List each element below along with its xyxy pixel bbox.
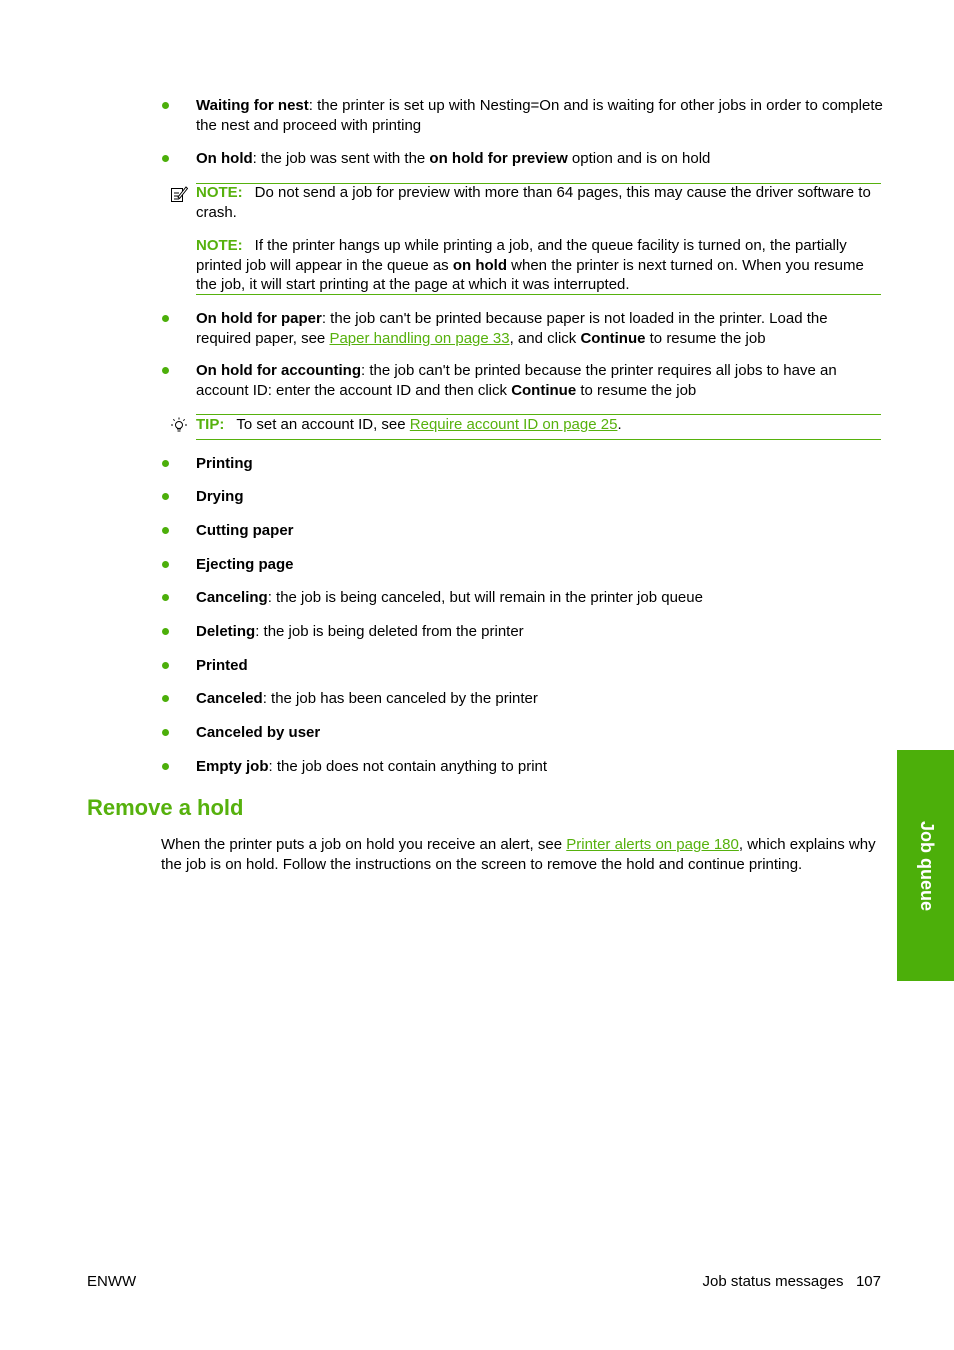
- bullet-icon: [162, 594, 169, 601]
- list-item: Printing: [196, 455, 253, 472]
- note-paragraph: NOTE: Do not send a job for preview with more than 64 pages, this may cause the driver software to crash.: [196, 184, 871, 221]
- list-item: Canceled: the job has been canceled by the printer: [196, 690, 538, 707]
- list-item: Deleting: the job is being deleted from the printer: [196, 623, 524, 640]
- require-account-id-link[interactable]: Require account ID on page 25: [409, 416, 618, 433]
- list-item: Cutting paper: [196, 522, 294, 539]
- bullet-icon: [162, 315, 169, 322]
- footer-left: ENWW: [87, 1273, 137, 1290]
- list-item: Drying: [196, 488, 244, 505]
- bullet-icon: [162, 729, 169, 736]
- list-item: On hold for paper: the job can't be printed because paper is not loaded in the printer. Load the required paper, see Paper handling on page 33, and click Continue to resume the job: [196, 310, 828, 347]
- section-heading: Remove a hold: [87, 795, 244, 820]
- list-item: Empty job: the job does not contain anything to print: [196, 758, 548, 775]
- bullet-icon: [162, 102, 169, 109]
- printer-alerts-link[interactable]: Printer alerts on page 180: [566, 836, 739, 853]
- bullet-icon: [162, 155, 169, 162]
- tip-bottom-rule: [196, 439, 881, 440]
- list-item: On hold for accounting: the job can't be printed because the printer requires all jobs to have an account ID: enter the account ID and then click Continue to resume the job: [196, 362, 837, 399]
- page-number: 107: [855, 1273, 881, 1290]
- bullet-icon: [162, 763, 169, 770]
- bullet-icon: [162, 493, 169, 500]
- bullet-icon: [162, 527, 169, 534]
- note-label: NOTE:: [196, 184, 243, 201]
- tip-label: TIP:: [196, 416, 225, 433]
- list-item: Canceling: the job is being canceled, but will remain in the printer job queue: [196, 589, 703, 606]
- chapter-side-tab-label: Job queue: [916, 820, 937, 911]
- tip-paragraph: TIP: To set an account ID, see Require account ID on page 25.: [196, 416, 622, 433]
- list-item: On hold: the job was sent with the on hold for preview option and is on hold: [196, 150, 711, 167]
- bullet-icon: [162, 561, 169, 568]
- bullet-icon: [162, 367, 169, 374]
- note-label: NOTE:: [196, 237, 243, 254]
- bullet-icon: [162, 695, 169, 702]
- list-item: Printed: [196, 657, 248, 674]
- list-item: Waiting for nest: the printer is set up with Nesting=On and is waiting for other jobs in order to complete the nest and proceed with printing: [196, 97, 883, 134]
- list-item: Ejecting page: [196, 556, 294, 573]
- section-paragraph: When the printer puts a job on hold you receive an alert, see Printer alerts on page 180, which explains why the job is on hold. Follow the instructions on the screen to remove the hold and continue printing.: [161, 836, 876, 873]
- footer-right: [703, 1272, 881, 1292]
- note-bottom-rule: [196, 294, 881, 295]
- footer-section-title: Job status messages: [702, 1273, 844, 1290]
- lightbulb-icon: [170, 417, 188, 435]
- chapter-side-tab: [897, 750, 954, 981]
- bullet-icon: [162, 460, 169, 467]
- paper-handling-link[interactable]: Paper handling on page 33: [329, 329, 510, 347]
- note-paragraph: NOTE: If the printer hangs up while printing a job, and the queue facility is turned on, the partially printed job will appear in the queue as on hold when the printer is next turned on. When you resume the job, it will start printing at the page at which it was interrupted.: [196, 237, 864, 293]
- list-item: Canceled by user: [196, 724, 321, 741]
- note-pencil-icon: [170, 185, 188, 203]
- bullet-icon: [162, 662, 169, 669]
- bullet-icon: [162, 628, 169, 635]
